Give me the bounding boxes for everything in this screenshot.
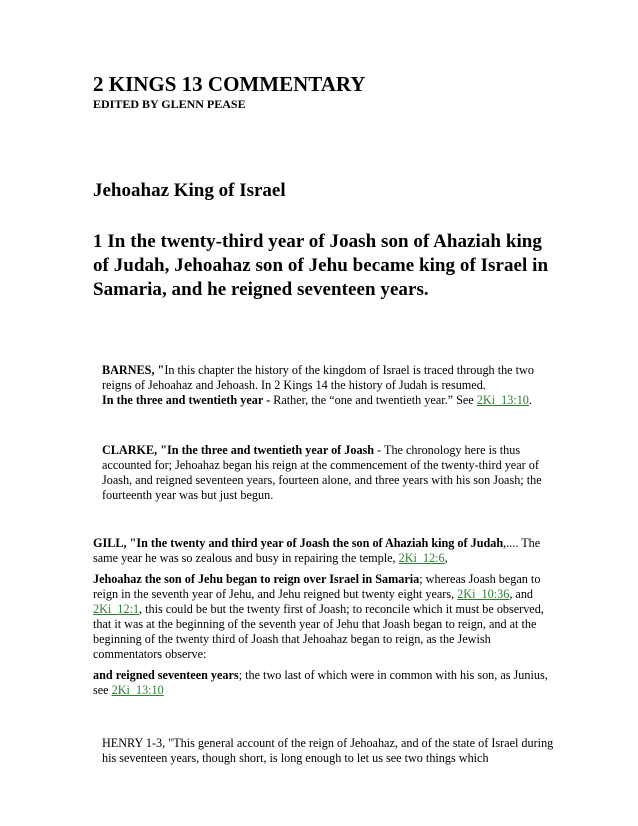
gill-paragraph-1 bbox=[93, 536, 558, 566]
document-title: 2 KINGS 13 COMMENTARY bbox=[93, 72, 366, 96]
barnes-text: In this chapter the history of the kingdom of Israel is traced through the two reigns of Jehoahaz and Jehoash. In 2 Kings 14 the history of Judah is resumed. bbox=[102, 363, 534, 392]
gill-text-2a: ; whereas Joash began to reign in the seventh year of Jehu, and Jehu reigned but twenty eight years, bbox=[93, 572, 541, 601]
verse-text: 1 In the twenty-third year of Joash son of Ahaziah king of Judah, Jehoahaz son of Jehu became king of Israel in Samaria, and he reigned seventeen years. bbox=[93, 231, 549, 300]
gill-text-3: ; the two last of which were in common with his son, as Junius, see bbox=[93, 668, 548, 697]
gill-text-2c: , this could be but the twenty first of Joash; to reconcile which it must be observed, that it was at the beginning of the seventh year of Jehu that Joash began to reign, and at the beginning of the twenty third of Joash that Jehoahaz began to reign, as the Jewish commentators observe: bbox=[93, 602, 544, 661]
gill-paragraph-3 bbox=[93, 668, 558, 698]
barnes-sub-end: . bbox=[528, 393, 532, 407]
henry-label: HENRY 1-3, " bbox=[102, 736, 174, 750]
barnes-sub-bold: In the three and twentieth year - bbox=[102, 393, 274, 407]
barnes-sub-text: Rather, the “one and twentieth year.” See bbox=[273, 393, 477, 407]
gill-ref-link-2a[interactable]: 2Ki_10:36 bbox=[457, 587, 510, 601]
clarke-text: - The chronology here is thus accounted for; Jehoahaz began his reign at the commencement of the twenty-third year of Joash, and reigned seventeen years, fourteen alone, and three years with his son Joash; the fourteenth year was but just begun. bbox=[102, 443, 542, 502]
gill-bold-2: Jehoahaz the son of Jehu began to reign over Israel in Samaria bbox=[93, 572, 420, 586]
gill-end-1: , bbox=[444, 551, 448, 565]
clarke-label: CLARKE, "In the three and twentieth year of Joash bbox=[102, 443, 375, 457]
henry-commentary bbox=[93, 736, 558, 766]
barnes-ref-link[interactable]: 2Ki_13:10 bbox=[476, 393, 529, 407]
section-heading: Jehoahaz King of Israel bbox=[93, 180, 286, 201]
barnes-subnote bbox=[93, 393, 558, 408]
henry-text: This general account of the reign of Jehoahaz, and of the state of Israel during his seventeen years, though short, is long enough to let us see two things which bbox=[102, 736, 554, 765]
barnes-paragraph bbox=[93, 363, 558, 393]
editor-credit: EDITED BY GLENN PEASE bbox=[93, 97, 246, 111]
henry-paragraph bbox=[93, 736, 558, 766]
clarke-paragraph bbox=[93, 443, 558, 503]
gill-label: GILL, "In the twenty and third year of Joash the son of Ahaziah king of Judah bbox=[93, 536, 504, 550]
barnes-label: BARNES, " bbox=[102, 363, 165, 377]
gill-ref-link-1[interactable]: 2Ki_12:6 bbox=[398, 551, 445, 565]
clarke-commentary bbox=[93, 443, 558, 503]
barnes-commentary bbox=[93, 363, 558, 408]
gill-text-1: ,.... The same year he was so zealous and busy in repairing the temple, bbox=[93, 536, 541, 565]
gill-commentary bbox=[93, 536, 558, 698]
gill-text-2b: , and bbox=[509, 587, 534, 601]
gill-paragraph-2 bbox=[93, 572, 558, 662]
gill-ref-link-2b[interactable]: 2Ki_12:1 bbox=[93, 602, 140, 616]
gill-bold-3: and reigned seventeen years bbox=[93, 668, 239, 682]
gill-ref-link-3[interactable]: 2Ki_13:10 bbox=[111, 683, 164, 697]
